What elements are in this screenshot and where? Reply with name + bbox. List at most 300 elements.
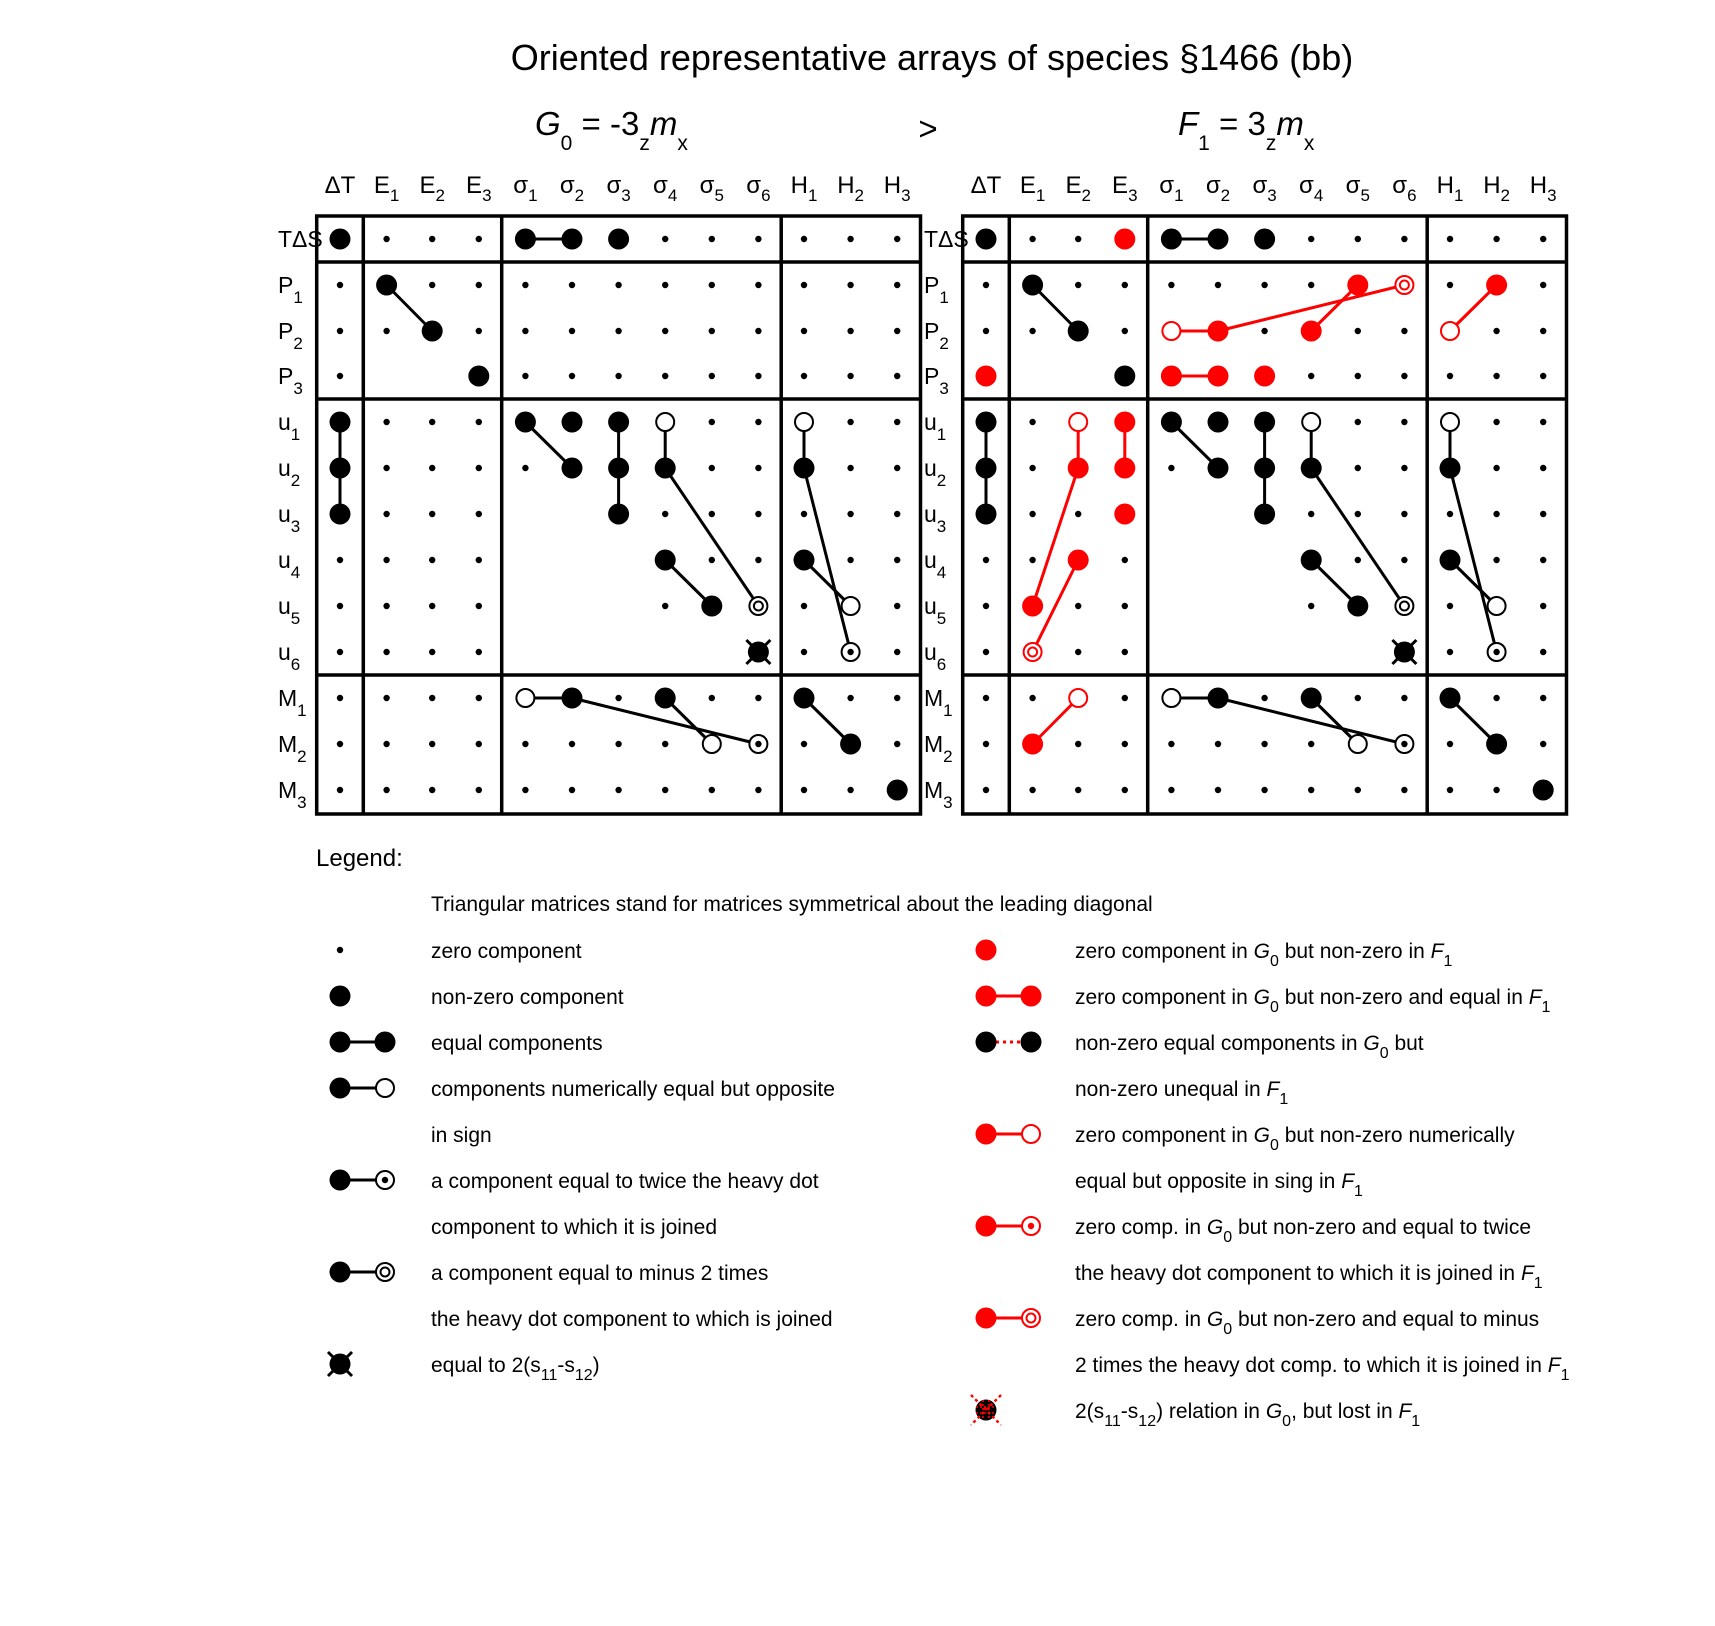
- right-zero-dot: [1029, 236, 1035, 242]
- left-component: [655, 458, 676, 479]
- legend-symbol: [330, 1032, 351, 1053]
- left-legend-text: components numerically equal but opposite: [431, 1078, 835, 1101]
- right-zero-dot: [1075, 511, 1081, 517]
- left-row-header: $M_1$: [278, 685, 307, 720]
- left-component: [701, 596, 722, 617]
- left-zero-dot: [337, 373, 343, 379]
- left-zero-dot: [709, 511, 715, 517]
- right-zero-dot: [1355, 419, 1361, 425]
- right-zero-dot: [1308, 741, 1314, 747]
- right-zero-dot: [1122, 649, 1128, 655]
- right-col-header: $H_3$: [1529, 172, 1557, 205]
- left-component: [330, 412, 351, 433]
- left-zero-dot: [429, 465, 435, 471]
- right-component: [1440, 688, 1461, 709]
- right-zero-dot: [1493, 328, 1499, 334]
- legend-symbol: [1022, 1125, 1040, 1143]
- right-zero-dot: [1493, 465, 1499, 471]
- left-zero-dot: [662, 741, 668, 747]
- left-zero-dot: [429, 419, 435, 425]
- left-zero-dot: [522, 741, 528, 747]
- left-component: [794, 550, 815, 571]
- right-legend-entry: [976, 1032, 1424, 1109]
- left-zero-dot: [429, 511, 435, 517]
- left-component: [330, 229, 351, 250]
- right-row-header: $u_2$: [924, 455, 947, 490]
- right-zero-dot: [1401, 557, 1407, 563]
- left-zero-dot: [894, 236, 900, 242]
- left-zero-dot: [429, 603, 435, 609]
- right-zero-dot: [1075, 282, 1081, 288]
- left-component: [749, 597, 767, 615]
- left-zero-dot: [522, 465, 528, 471]
- left-component: [608, 458, 629, 479]
- left-legend-text: in sign: [431, 1124, 492, 1147]
- right-zero-dot: [1261, 787, 1267, 793]
- right-component: [1022, 734, 1043, 755]
- right-component: [1301, 321, 1322, 342]
- legend-symbol: [328, 1352, 352, 1376]
- right-col-header: ΔT: [970, 172, 1002, 199]
- left-row-header: $u_4$: [278, 547, 301, 582]
- right-zero-dot: [1029, 419, 1035, 425]
- right-component: [1208, 366, 1229, 387]
- left-component: [795, 413, 813, 431]
- left-zero-dot: [847, 282, 853, 288]
- right-zero-dot: [1261, 328, 1267, 334]
- left-component: [422, 321, 443, 342]
- left-zero-dot: [569, 282, 575, 288]
- right-component: [1254, 366, 1275, 387]
- right-row-header: $M_3$: [924, 777, 953, 812]
- left-zero-dot: [755, 511, 761, 517]
- right-zero-dot: [1355, 695, 1361, 701]
- left-zero-dot: [522, 373, 528, 379]
- right-component: [1208, 229, 1229, 250]
- left-zero-dot: [662, 236, 668, 242]
- left-zero-dot: [894, 649, 900, 655]
- left-legend-entry: [330, 1170, 819, 1240]
- right-component: [1162, 689, 1180, 707]
- right-zero-dot: [1447, 373, 1453, 379]
- left-zero-dot: [615, 282, 621, 288]
- left-zero-dot: [801, 603, 807, 609]
- right-legend-entry: [976, 1124, 1516, 1201]
- legend-symbol: [976, 1216, 997, 1237]
- left-zero-dot: [847, 557, 853, 563]
- left-component: [562, 412, 583, 433]
- right-col-header: $H_1$: [1436, 172, 1464, 205]
- right-component: [1488, 597, 1506, 615]
- left-zero-dot: [755, 557, 761, 563]
- left-zero-dot: [337, 557, 343, 563]
- right-row-header: $M_1$: [924, 685, 953, 720]
- left-component: [330, 504, 351, 525]
- right-row-header: $u_4$: [924, 547, 947, 582]
- left-col-header: $\sigma_1$: [513, 172, 538, 205]
- legend: [328, 940, 1570, 1431]
- right-zero-dot: [1493, 787, 1499, 793]
- left-row-header: $u_5$: [278, 593, 301, 628]
- right-row-header: $P_1$: [924, 272, 949, 307]
- left-zero-dot: [429, 236, 435, 242]
- left-zero-dot: [801, 328, 807, 334]
- right-zero-dot: [1308, 373, 1314, 379]
- left-zero-dot: [522, 787, 528, 793]
- left-legend-entry: [330, 1078, 835, 1148]
- left-zero-dot: [755, 328, 761, 334]
- right-component: [976, 412, 997, 433]
- right-zero-dot: [1447, 236, 1453, 242]
- right-legend-text: zero component in $G_0$ but non-zero in $F_1$: [1075, 940, 1453, 970]
- right-zero-dot: [1401, 373, 1407, 379]
- left-zero-dot: [337, 328, 343, 334]
- right-component: [1441, 322, 1459, 340]
- right-zero-dot: [1493, 373, 1499, 379]
- left-row-header: $u_6$: [278, 639, 301, 674]
- left-zero-dot: [429, 282, 435, 288]
- left-zero-dot: [476, 787, 482, 793]
- left-zero-dot: [801, 282, 807, 288]
- right-zero-dot: [1261, 695, 1267, 701]
- right-zero-dot: [1075, 603, 1081, 609]
- right-row-header: $u_6$: [924, 639, 947, 674]
- right-zero-dot: [1215, 282, 1221, 288]
- left-zero-dot: [847, 373, 853, 379]
- left-legend-text: equal to $2(s_{11}-s_{12})$: [431, 1354, 600, 1384]
- left-col-header: $E_1$: [373, 172, 400, 205]
- left-component: [655, 550, 676, 571]
- right-zero-dot: [1168, 787, 1174, 793]
- left-zero-dot: [337, 649, 343, 655]
- right-component: [1301, 550, 1322, 571]
- left-zero-dot: [476, 419, 482, 425]
- left-zero-dot: [383, 787, 389, 793]
- right-zero-dot: [1075, 236, 1081, 242]
- left-zero-dot: [662, 282, 668, 288]
- left-zero-dot: [615, 373, 621, 379]
- right-zero-dot: [1168, 741, 1174, 747]
- right-zero-dot: [1401, 236, 1407, 242]
- right-zero-dot: [983, 282, 989, 288]
- right-component: [1069, 413, 1087, 431]
- right-legend-text: zero comp. in $G_0$ but non-zero and equal to minus: [1075, 1308, 1540, 1338]
- left-component: [468, 366, 489, 387]
- left-zero-dot: [662, 511, 668, 517]
- legend-symbol: [376, 1263, 394, 1281]
- left-zero-dot: [894, 557, 900, 563]
- left-zero-dot: [755, 236, 761, 242]
- right-component: [1114, 504, 1135, 525]
- right-component: [1395, 597, 1413, 615]
- left-zero-dot: [337, 603, 343, 609]
- right-zero-dot: [1447, 603, 1453, 609]
- legend-symbol: [330, 986, 351, 1007]
- right-legend-text: equal but opposite in sing in $F_1$: [1075, 1170, 1363, 1200]
- left-zero-dot: [429, 787, 435, 793]
- left-zero-dot: [383, 236, 389, 242]
- right-zero-dot: [1540, 741, 1546, 747]
- right-zero-dot: [1168, 465, 1174, 471]
- left-zero-dot: [709, 557, 715, 563]
- left-zero-dot: [847, 328, 853, 334]
- left-legend-text: a component equal to minus 2 times: [431, 1262, 769, 1285]
- left-legend-entry: [330, 1032, 603, 1056]
- left-component: [515, 229, 536, 250]
- left-zero-dot: [429, 741, 435, 747]
- right-zero-dot: [1308, 282, 1314, 288]
- legend-symbol: [1022, 1217, 1040, 1235]
- right-component: [1114, 366, 1135, 387]
- right-zero-dot: [1122, 695, 1128, 701]
- left-zero-dot: [894, 282, 900, 288]
- right-zero-dot: [1215, 787, 1221, 793]
- left-zero-dot: [894, 419, 900, 425]
- right-zero-dot: [983, 695, 989, 701]
- right-zero-dot: [1447, 649, 1453, 655]
- left-zero-dot: [847, 465, 853, 471]
- left-zero-dot: [383, 741, 389, 747]
- legend-symbol: [330, 1170, 351, 1191]
- right-zero-dot: [1261, 741, 1267, 747]
- right-zero-dot: [1029, 328, 1035, 334]
- left-zero-dot: [755, 465, 761, 471]
- right-zero-dot: [1075, 649, 1081, 655]
- right-zero-dot: [1401, 787, 1407, 793]
- left-component: [330, 458, 351, 479]
- right-component: [1486, 734, 1507, 755]
- left-legend-text: non-zero component: [431, 986, 624, 1009]
- left-zero-dot: [383, 557, 389, 563]
- left-zero-dot: [337, 741, 343, 747]
- right-zero-dot: [1540, 373, 1546, 379]
- right-zero-dot: [1401, 695, 1407, 701]
- left-legend-entry: [330, 1262, 833, 1332]
- left-row-header: $P_2$: [278, 318, 303, 353]
- left-zero-dot: [476, 557, 482, 563]
- left-component: [376, 275, 397, 296]
- left-zero-dot: [894, 465, 900, 471]
- legend-heading: Legend:: [316, 845, 403, 872]
- left-component: [887, 780, 908, 801]
- left-zero-dot: [337, 282, 343, 288]
- left-zero-dot: [709, 373, 715, 379]
- right-component: [976, 229, 997, 250]
- left-zero-dot: [801, 649, 807, 655]
- right-component: [1440, 458, 1461, 479]
- right-col-header: $H_2$: [1483, 172, 1511, 205]
- right-component: [1161, 229, 1182, 250]
- right-zero-dot: [1540, 511, 1546, 517]
- left-zero-dot: [476, 511, 482, 517]
- right-zero-dot: [1493, 557, 1499, 563]
- right-component: [1114, 229, 1135, 250]
- left-zero-dot: [709, 787, 715, 793]
- left-zero-dot: [662, 373, 668, 379]
- right-legend-text: zero component in $G_0$ but non-zero and equal in $F_1$: [1075, 986, 1551, 1016]
- left-component: [562, 458, 583, 479]
- right-component: [1488, 643, 1506, 661]
- right-zero-dot: [1540, 465, 1546, 471]
- right-zero-dot: [1447, 787, 1453, 793]
- left-component: [515, 412, 536, 433]
- right-zero-dot: [1355, 557, 1361, 563]
- left-col-header: $H_1$: [790, 172, 818, 205]
- right-row-header: $u_1$: [924, 409, 947, 444]
- legend-symbol: [976, 940, 997, 961]
- right-zero-dot: [1122, 787, 1128, 793]
- legend-symbol: [971, 1395, 1001, 1425]
- legend-symbol: [376, 1079, 394, 1097]
- left-row-header: $M_3$: [278, 777, 307, 812]
- left-zero-dot: [429, 649, 435, 655]
- left-row-header: $P_1$: [278, 272, 303, 307]
- right-component: [1022, 275, 1043, 296]
- right-zero-dot: [1029, 557, 1035, 563]
- left-zero-dot: [476, 695, 482, 701]
- right-col-header: $\sigma_5$: [1345, 172, 1370, 205]
- right-component: [1208, 321, 1229, 342]
- right-row-header: $u_5$: [924, 593, 947, 628]
- right-legend-text: 2 times the heavy dot comp. to which it is joined in $F_1$: [1075, 1354, 1570, 1384]
- left-zero-dot: [383, 419, 389, 425]
- right-component: [1069, 689, 1087, 707]
- left-component: [794, 688, 815, 709]
- left-zero-dot: [801, 511, 807, 517]
- legend-symbol: [976, 1032, 997, 1053]
- left-component: [656, 413, 674, 431]
- right-zero-dot: [1355, 328, 1361, 334]
- left-zero-dot: [476, 603, 482, 609]
- right-legend-text: zero comp. in $G_0$ but non-zero and equal to twice: [1075, 1216, 1532, 1246]
- left-legend-text: a component equal to twice the heavy dot: [431, 1170, 819, 1193]
- left-row-header: TΔS: [278, 226, 323, 252]
- left-zero-dot: [709, 465, 715, 471]
- right-component: [976, 458, 997, 479]
- left-zero-dot: [847, 787, 853, 793]
- right-zero-dot: [1401, 328, 1407, 334]
- left-zero-dot: [847, 236, 853, 242]
- left-zero-dot: [709, 236, 715, 242]
- right-zero-dot: [1493, 695, 1499, 701]
- right-matrix: [924, 172, 1567, 814]
- right-col-header: $\sigma_3$: [1252, 172, 1277, 205]
- left-component: [842, 597, 860, 615]
- right-component: [1254, 412, 1275, 433]
- right-zero-dot: [1029, 465, 1035, 471]
- left-zero-dot: [894, 328, 900, 334]
- left-component: [840, 734, 861, 755]
- left-row-header: $M_2$: [278, 731, 307, 766]
- left-zero-dot: [569, 787, 575, 793]
- right-zero-dot: [1075, 741, 1081, 747]
- right-zero-dot: [1493, 419, 1499, 425]
- right-zero-dot: [1540, 557, 1546, 563]
- right-zero-dot: [1540, 282, 1546, 288]
- left-zero-dot: [755, 787, 761, 793]
- left-matrix: [278, 172, 921, 814]
- left-zero-dot: [383, 649, 389, 655]
- left-zero-dot: [801, 236, 807, 242]
- left-zero-dot: [383, 695, 389, 701]
- left-zero-dot: [662, 787, 668, 793]
- legend-symbol: [1021, 986, 1042, 1007]
- left-col-header: $\sigma_5$: [699, 172, 724, 205]
- right-component: [1162, 322, 1180, 340]
- right-zero-dot: [1447, 282, 1453, 288]
- diagram-title: Oriented representative arrays of species §1466 (bb): [510, 37, 1354, 78]
- legend-symbol: [1021, 1032, 1042, 1053]
- left-zero-dot: [847, 419, 853, 425]
- right-row-header: $u_3$: [924, 501, 947, 536]
- left-zero-dot: [894, 741, 900, 747]
- right-zero-dot: [1447, 511, 1453, 517]
- right-zero-dot: [1122, 603, 1128, 609]
- right-zero-dot: [983, 741, 989, 747]
- right-row-header: $P_2$: [924, 318, 949, 353]
- right-zero-dot: [1540, 603, 1546, 609]
- left-zero-dot: [615, 328, 621, 334]
- left-zero-dot: [569, 373, 575, 379]
- right-component: [1347, 596, 1368, 617]
- left-legend-text: component to which it is joined: [431, 1216, 717, 1239]
- right-group-label: $F_1 = 3_zm_x$: [1178, 105, 1315, 155]
- right-zero-dot: [1355, 787, 1361, 793]
- left-col-header: $E_3$: [466, 172, 492, 205]
- right-zero-dot: [1308, 236, 1314, 242]
- legend-note: Triangular matrices stand for matrices symmetrical about the leading diagonal: [431, 893, 1153, 916]
- right-zero-dot: [1308, 603, 1314, 609]
- left-component: [842, 643, 860, 661]
- right-row-header: $P_3$: [924, 363, 949, 398]
- right-zero-dot: [1540, 236, 1546, 242]
- left-zero-dot: [569, 328, 575, 334]
- right-zero-dot: [1355, 511, 1361, 517]
- left-zero-dot: [429, 557, 435, 563]
- right-component: [1254, 458, 1275, 479]
- right-zero-dot: [1540, 328, 1546, 334]
- right-component: [1533, 780, 1554, 801]
- right-zero-dot: [1122, 741, 1128, 747]
- left-zero-dot: [383, 511, 389, 517]
- left-zero-dot: [522, 328, 528, 334]
- right-zero-dot: [1540, 695, 1546, 701]
- right-link: [1033, 468, 1079, 606]
- right-zero-dot: [1355, 373, 1361, 379]
- left-component: [608, 504, 629, 525]
- left-zero-dot: [894, 511, 900, 517]
- left-component: [703, 735, 721, 753]
- left-zero-dot: [615, 787, 621, 793]
- legend-symbol: [330, 1078, 351, 1099]
- right-zero-dot: [1540, 649, 1546, 655]
- right-col-header: $\sigma_2$: [1205, 172, 1231, 205]
- right-legend-text: non-zero equal components in $G_0$ but: [1075, 1032, 1424, 1062]
- right-col-header: $\sigma_6$: [1392, 172, 1417, 205]
- left-col-header: $\sigma_6$: [746, 172, 771, 205]
- left-col-header: ΔT: [324, 172, 356, 199]
- right-legend-entry: [976, 986, 1551, 1017]
- right-row-header: $M_2$: [924, 731, 953, 766]
- right-component: [976, 366, 997, 387]
- left-zero-dot: [569, 741, 575, 747]
- left-zero-dot: [383, 603, 389, 609]
- left-zero-dot: [337, 787, 343, 793]
- left-component: [746, 640, 770, 664]
- right-zero-dot: [983, 787, 989, 793]
- right-component: [1114, 412, 1135, 433]
- legend-symbol: [976, 986, 997, 1007]
